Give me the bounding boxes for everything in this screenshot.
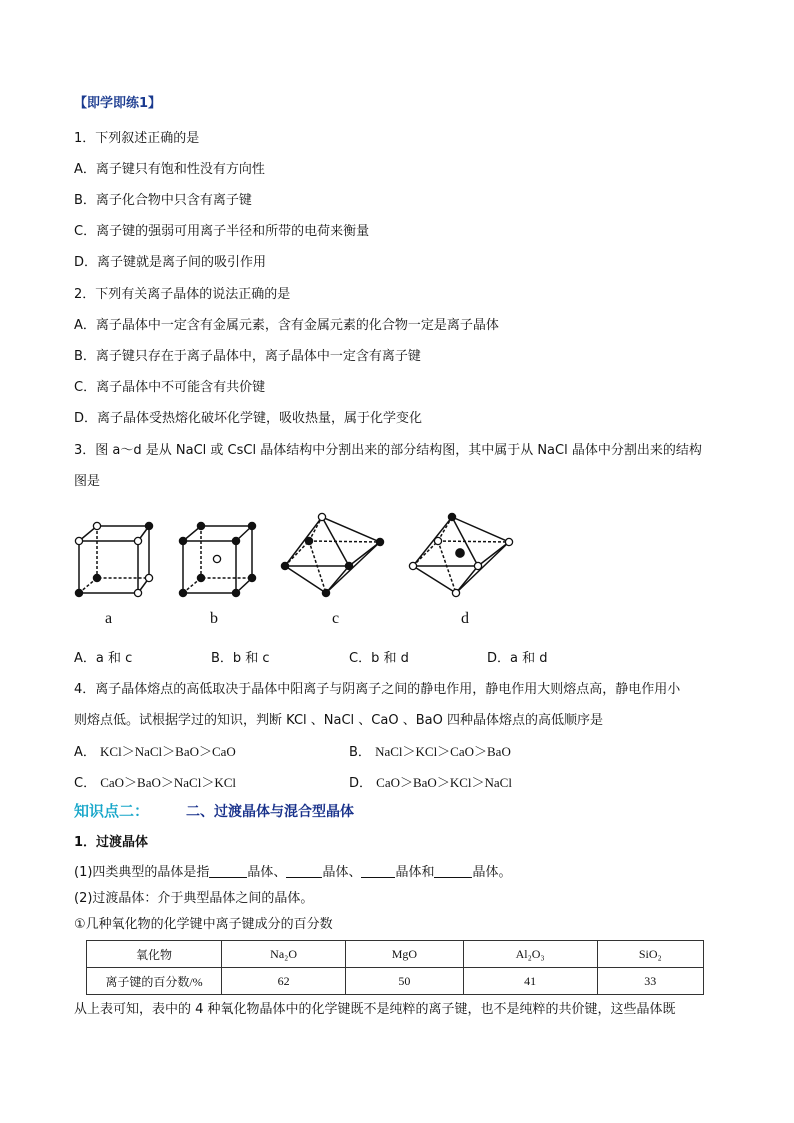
q3-stem-line2: 图是 — [74, 474, 101, 489]
q1-option-b: B．离子化合物中只含有离子键 — [74, 193, 252, 208]
figure-label-c: c — [332, 610, 340, 627]
figure-label-d: d — [461, 610, 469, 627]
q3-option-d: D．a 和 d — [487, 651, 548, 666]
table-cell: Al₂O₃ — [463, 941, 597, 968]
q1-option-c: C．离子键的强弱可用离子半径和所带的电荷来衡量 — [74, 224, 370, 239]
paragraph-1-prefix: (1)四类典型的晶体是指 — [74, 865, 210, 880]
table-row — [87, 968, 704, 995]
q2-stem: 2．下列有关离子晶体的说法正确的是 — [74, 287, 291, 302]
crystal-structure-figures — [0, 505, 794, 605]
figure-label-b: b — [210, 610, 218, 627]
paragraph-4: 从上表可知，表中的 4 种氧化物晶体中的化学键既不是纯粹的离子键，也不是纯粹的共价键，这些晶体既 — [74, 1002, 676, 1017]
section-heading: 1．过渡晶体 — [74, 835, 149, 850]
q4-option-c-text: CaO＞BaO＞NaCl＞KCl — [100, 775, 236, 790]
q2-option-c: C．离子晶体中不可能含有共价键 — [74, 380, 266, 395]
paragraph-2: (2)过渡晶体：介于典型晶体之间的晶体。 — [74, 891, 314, 906]
q4-option-a-letter: A． — [74, 745, 96, 760]
q1-option-d: D．离子键就是离子间的吸引作用 — [74, 255, 267, 270]
q3-stem-line1: 3．图 a～d 是从 NaCl 或 CsCl 晶体结构中分割出来的部分结构图，其中属于从 NaCl 晶体中分割出来的结构 — [74, 443, 702, 458]
q4-stem-line1: 4．离子晶体熔点的高低取决于晶体中阳离子与阴离子之间的静电作用，静电作用大则熔点高，静电作用小 — [74, 682, 681, 697]
q2-option-a: A．离子晶体中一定含有金属元素，含有金属元素的化合物一定是离子晶体 — [74, 318, 499, 333]
q1-option-a: A．离子键只有饱和性没有方向性 — [74, 162, 265, 177]
figure-label-a: a — [105, 610, 113, 627]
table-cell: 50 — [346, 968, 463, 995]
knowledge-point-title: 知识点二： — [74, 802, 150, 820]
figure-a-cube — [79, 526, 149, 593]
table-cell: MgO — [346, 941, 463, 968]
q4-option-b — [349, 743, 511, 762]
q4-option-c — [74, 774, 236, 793]
table-cell: 33 — [597, 968, 703, 995]
q4-option-b-letter: B． — [349, 745, 371, 760]
q3-option-c: C．b 和 d — [349, 651, 409, 666]
fill-blank-2[interactable] — [286, 863, 322, 878]
q2-option-d: D．离子晶体受热熔化破坏化学键，吸收热量，属于化学变化 — [74, 411, 423, 426]
table-cell: SiO₂ — [597, 941, 703, 968]
fill-blank-4[interactable] — [434, 863, 472, 878]
fill-blank-1[interactable] — [209, 863, 247, 878]
q4-option-a — [74, 743, 236, 762]
paragraph-1-word3: 晶体和 — [395, 865, 435, 880]
q4-option-d — [349, 774, 512, 793]
paragraph-1-word4: 晶体。 — [472, 865, 512, 880]
q4-option-b-text: NaCl＞KCl＞CaO＞BaO — [375, 744, 511, 759]
table-header-cell: 离子键的百分数/% — [87, 968, 222, 995]
table-cell: Na₂O — [222, 941, 346, 968]
paragraph-1-word2: 晶体、 — [322, 865, 362, 880]
q2-option-b: B．离子键只存在于离子晶体中，离子晶体中一定含有离子键 — [74, 349, 421, 364]
table-cell: 62 — [222, 968, 346, 995]
q4-stem-line2: 则熔点低。试根据学过的知识，判断 KCl 、NaCl 、CaO 、BaO 四种晶体熔点的高低顺序是 — [74, 713, 603, 728]
oxide-table — [86, 940, 704, 995]
knowledge-point-subtitle: 二、过渡晶体与混合型晶体 — [186, 804, 354, 820]
figure-c-octahedron — [285, 517, 380, 593]
q1-stem: 1．下列叙述正确的是 — [74, 131, 200, 146]
q4-option-c-letter: C． — [74, 776, 97, 791]
q3-option-b: B．b 和 c — [211, 651, 270, 666]
q4-option-a-text: KCl＞NaCl＞BaO＞CaO — [100, 744, 236, 759]
paragraph-1 — [74, 863, 511, 882]
table-header-cell: 氧化物 — [87, 941, 222, 968]
table-cell: 41 — [463, 968, 597, 995]
practice-heading: 【即学即练1】 — [74, 96, 162, 111]
q4-option-d-letter: D． — [349, 776, 373, 791]
paragraph-3: ①几种氧化物的化学键中离子键成分的百分数 — [74, 917, 333, 932]
paragraph-1-word1: 晶体、 — [247, 865, 287, 880]
q3-option-a: A．a 和 c — [74, 651, 133, 666]
table-row — [87, 941, 704, 968]
q4-option-d-text: CaO＞BaO＞KCl＞NaCl — [376, 775, 512, 790]
fill-blank-3[interactable] — [361, 863, 395, 878]
